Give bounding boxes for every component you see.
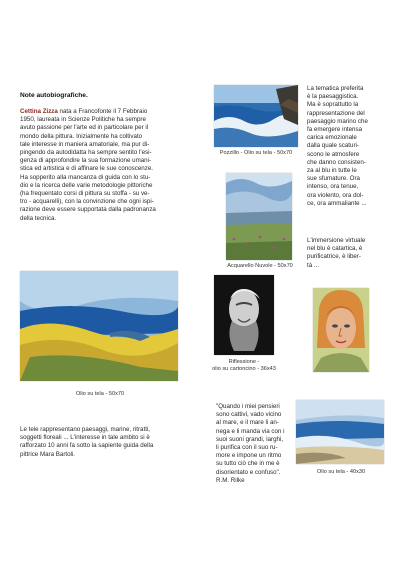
bio-line-9: dio e la ricerca delle varie metodologie pittoriche (20, 181, 153, 189)
small-seascape-caption: Olio su tela - 40x30 (316, 469, 366, 475)
riflessione-painting (214, 275, 274, 355)
rilke-quote: "Quando i miei pensieri sono cattivi, vado vicino al mare, e il mare li an- nega e li manda via con i suoi suoni grandi, larghi, li purifica con il suo ru- more e impone un ritmo su tutto ciò che in me è disorientato e confuso". R.M. Rilke (216, 403, 302, 485)
bio-line-13: della tecnica. (20, 214, 57, 222)
beach-painting-caption: Olio su tela - 50x70 (75, 391, 125, 397)
acquarello-caption: Acquarello Nuvole - 50x70 (227, 263, 293, 269)
bio-line-11: tro - acquarelli), con la convinzione che ogni ispi- (20, 198, 154, 206)
small-seascape-painting (296, 400, 384, 464)
bio-line-2: avuto passione per l'arte ed in particolare per il (20, 124, 149, 132)
immersion-text: L'immersione virtuale nel blu è catartica, è purificatrice, è liber- tà ... (307, 237, 366, 269)
artist-name: Cettina Zizza (20, 108, 58, 115)
quote-author: R.M. Rilke (216, 476, 245, 484)
bio-line-7: stica ed artistica e di affinare le sue conoscenze. (20, 165, 153, 173)
riflessione-caption: Riflessione - olio su cartoncino - 36x43 (212, 359, 276, 372)
bio-line-1: 1950, laureata in Scienze Politiche ha sempre (20, 116, 146, 124)
bio-line-0: Cettina Zizza nata a Francofonte il 7 Febbraio (20, 108, 148, 115)
beach-dunes-painting (20, 271, 178, 381)
biography-paragraph (20, 108, 205, 223)
woman-portrait-painting (313, 288, 369, 372)
bio-line-10: (ha frequentato corsi di pittura su stoffa - su ve- (20, 190, 150, 198)
page-heading: Note autobiografiche. (20, 92, 88, 99)
acquarello-nuvole-painting (226, 173, 292, 260)
bio-line-12: razione deve essere supportata dalla padronanza (20, 206, 156, 214)
bio-line-8: Ha sopperito alla mancanza di guida con lo stu- (20, 173, 151, 181)
bio-line-5: pingendo da autodidatta ha sempre sentito l'esi- (20, 149, 152, 157)
bio-line-3: mondo della pittura. Inizialmente ha coltivato (20, 132, 143, 140)
landscape-theme-text: La tematica preferita è la paesaggistica. Ma è soprattutto la rappresentazione del paesaggio marino che fa emergere intensa carica emozionale dalla quale scaturi- scono le atmosfere che danno consisten- za al blu in tutte le sue sfumature. Ora intenso, ora tenue, ora violento, ora dol- ce, ora ammaliante ... (307, 85, 368, 207)
bio-line-6: genza di approfondire la sua formazione umani- (20, 157, 152, 165)
pozzillo-caption: Pozzillo - Olio su tela - 50x70 (219, 150, 293, 156)
paintings-subjects-text: Le tele rappresentano paesaggi, marine, ritratti, soggetti floreali ... L'interesse in tale ambito si è rafforzato 10 anni fa sotto la sapiente guida della pittrice Mara Bartoli. (20, 426, 154, 458)
pozzillo-painting (214, 85, 298, 147)
bio-line-4: tale interesse in maniera amatoriale, ma pur di- (20, 140, 150, 148)
